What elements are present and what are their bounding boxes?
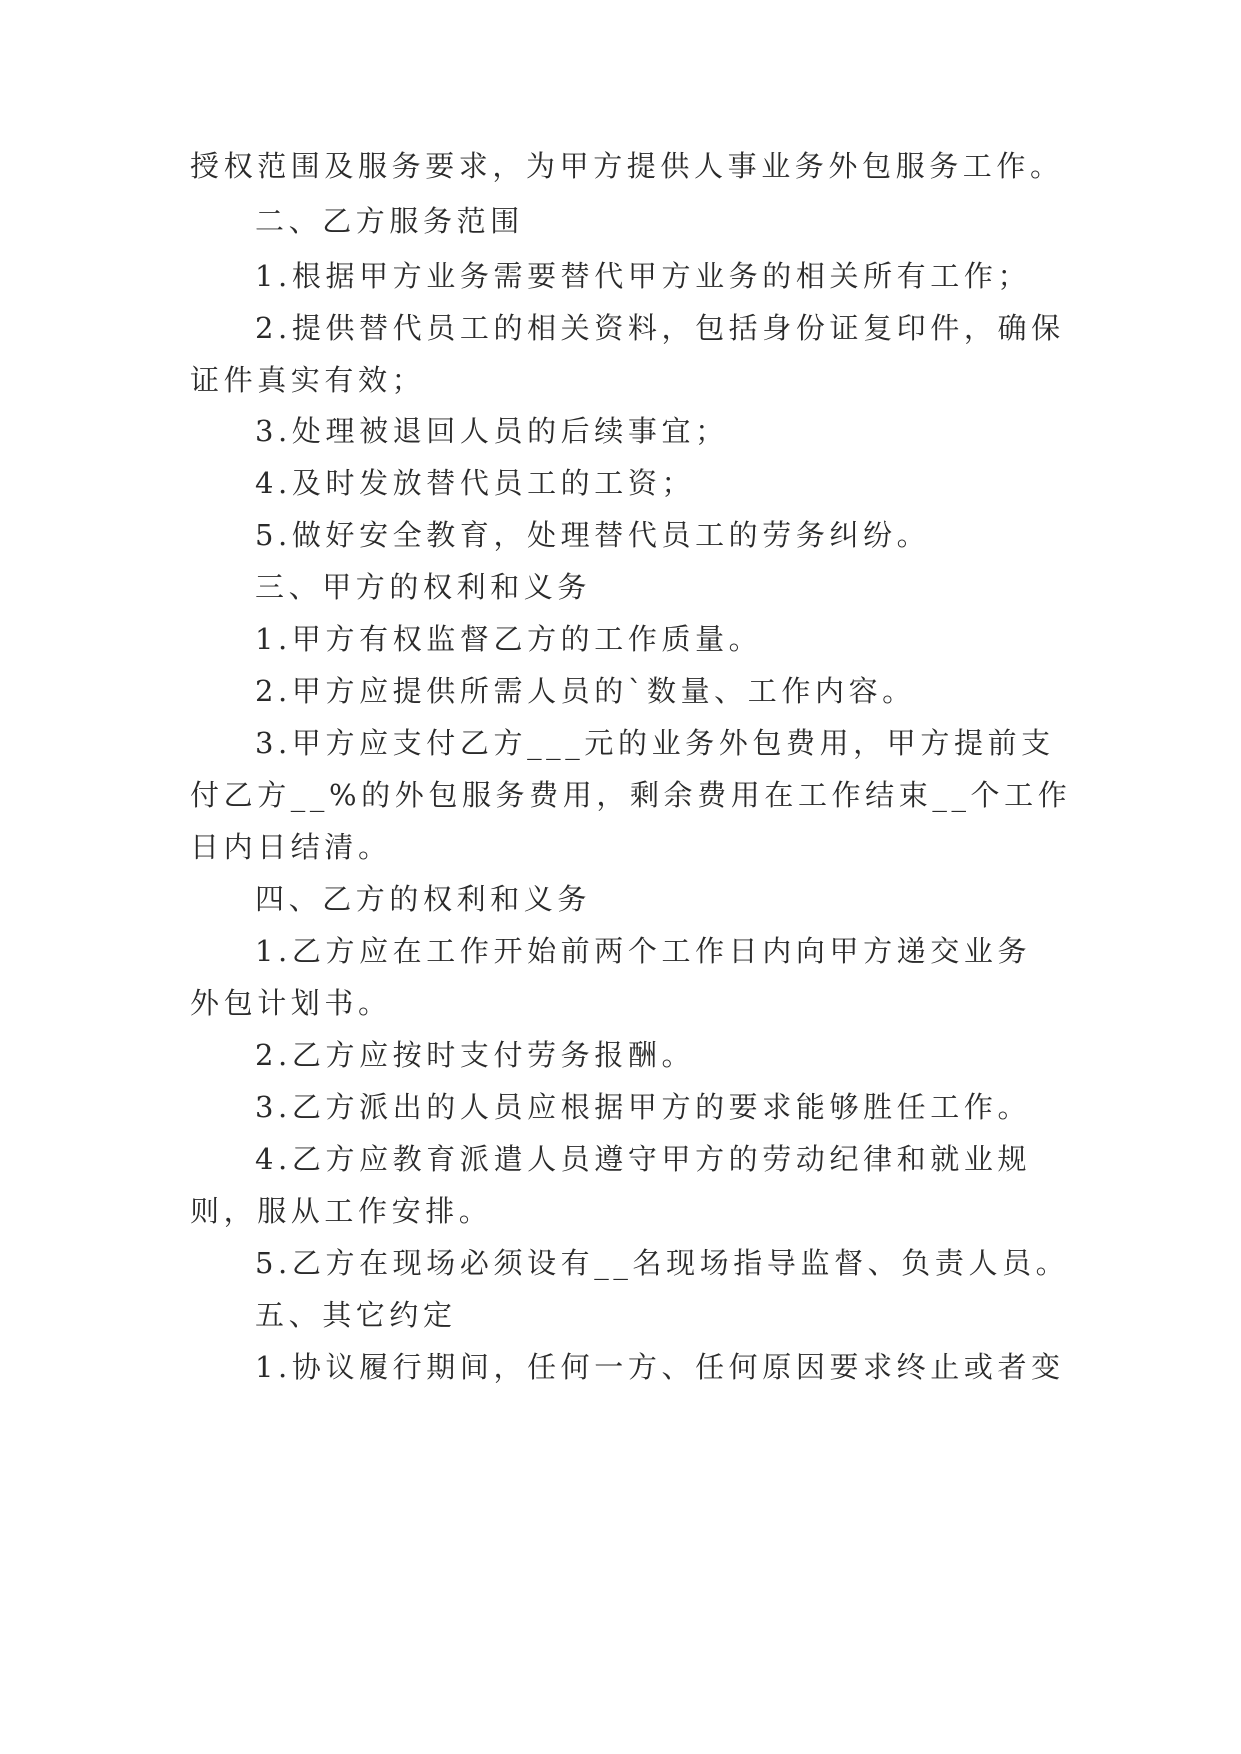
- text-line: 1.协议履行期间，任何一方、任何原因要求终止或者变: [255, 1350, 1065, 1384]
- section-heading: 二、乙方服务范围: [255, 204, 524, 238]
- text-line: 1.乙方应在工作开始前两个工作日内向甲方递交业务: [255, 934, 1032, 968]
- section-heading: 三、甲方的权利和义务: [255, 570, 592, 604]
- text-line: 1.甲方有权监督乙方的工作质量。: [255, 622, 763, 656]
- text-line: 4.乙方应教育派遣人员遵守甲方的劳动纪律和就业规: [255, 1142, 1032, 1176]
- text-line: 3.甲方应支付乙方___元的业务外包费用，甲方提前支: [255, 726, 1055, 760]
- text-line: 5.做好安全教育，处理替代员工的劳务纠纷。: [255, 518, 931, 552]
- text-line: 3.乙方派出的人员应根据甲方的要求能够胜任工作。: [255, 1090, 1032, 1124]
- text-line: 3.处理被退回人员的后续事宜；: [255, 414, 729, 448]
- text-line: 授权范围及服务要求，为甲方提供人事业务外包服务工作。: [190, 149, 1064, 183]
- text-line: 日内日结清。: [190, 830, 392, 864]
- text-line: 4.及时发放替代员工的工资；: [255, 466, 696, 500]
- text-line: 则，服从工作安排。: [190, 1194, 493, 1228]
- section-heading: 五、其它约定: [255, 1298, 457, 1332]
- text-line: 外包计划书。: [190, 986, 392, 1020]
- text-line: 2.提供替代员工的相关资料，包括身份证复印件，确保: [255, 311, 1065, 345]
- text-line: 证件真实有效；: [190, 363, 426, 397]
- section-heading: 四、乙方的权利和义务: [255, 882, 592, 916]
- text-line: 2.乙方应按时支付劳务报酬。: [255, 1038, 696, 1072]
- text-line: 5.乙方在现场必须设有__名现场指导监督、负责人员。: [255, 1246, 1070, 1280]
- text-line: 2.甲方应提供所需人员的`数量、工作内容。: [255, 674, 916, 708]
- text-line: 1.根据甲方业务需要替代甲方业务的相关所有工作；: [255, 259, 1032, 293]
- text-line: 付乙方__%的外包服务费用，剩余费用在工作结束__个工作: [190, 778, 1072, 812]
